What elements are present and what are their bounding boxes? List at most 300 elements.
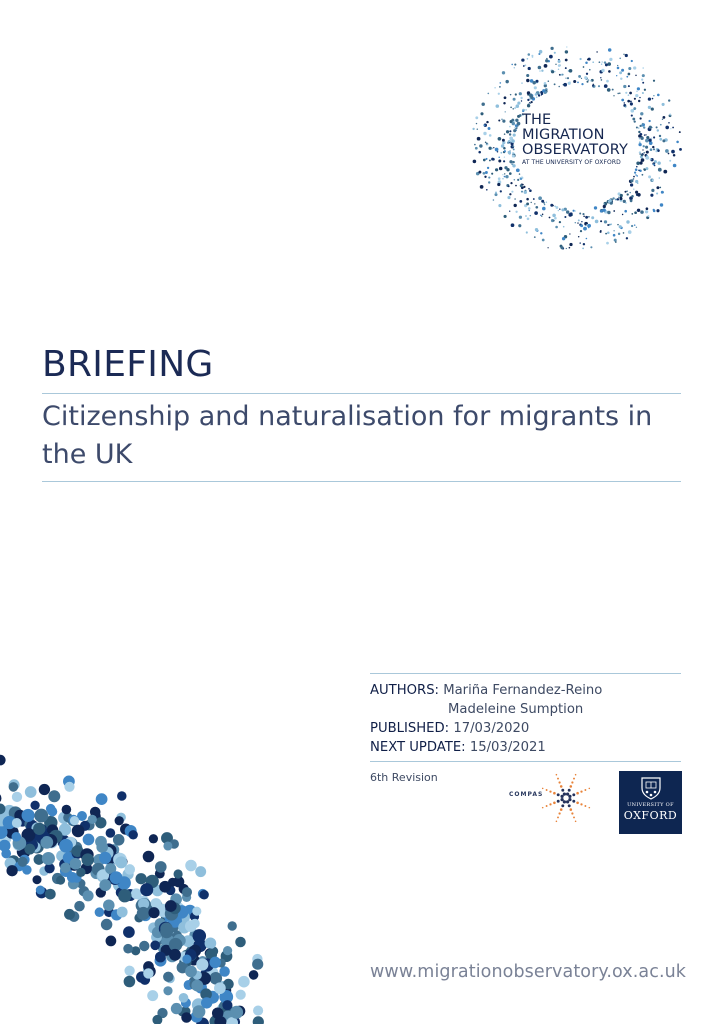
logo-dot [519, 173, 520, 174]
compas-dot [580, 803, 582, 805]
logo-dot [565, 67, 567, 69]
logo-dot [487, 167, 489, 169]
logo-dot [644, 134, 645, 135]
logo-dot [585, 216, 588, 219]
compas-dot [570, 785, 573, 788]
logo-dot [662, 119, 663, 120]
logo-dot [631, 225, 633, 227]
logo-dot [634, 98, 636, 100]
logo-dot [656, 126, 658, 128]
logo-dot [527, 99, 529, 101]
logo-dot [507, 196, 510, 199]
arc-dot [45, 889, 56, 900]
arc-dot [103, 899, 115, 911]
logo-dot [504, 96, 507, 99]
arc-dot [59, 839, 73, 853]
logo-dot [623, 232, 625, 234]
compas-dot [542, 807, 544, 809]
logo-dot [669, 114, 671, 116]
compas-dot [573, 816, 575, 818]
compas-dot [576, 792, 579, 795]
logo-dot [579, 213, 581, 215]
logo-dot [659, 138, 662, 141]
compas-dot [560, 795, 563, 798]
logo-dot [620, 77, 622, 79]
arc-dot [174, 869, 183, 878]
logo-dot [504, 150, 506, 152]
logo-dot [485, 171, 488, 174]
logo-dot [516, 168, 520, 172]
logo-dot [477, 137, 481, 141]
logo-dot [515, 93, 517, 95]
arc-dot [160, 922, 172, 934]
logo-dot [627, 193, 629, 195]
logo-dot [603, 205, 606, 208]
logo-dot [509, 172, 512, 175]
compas-dot [556, 774, 558, 776]
next-update-row [370, 738, 681, 757]
logo-dot [529, 210, 530, 211]
logo-dot [607, 232, 610, 235]
logo-dot [632, 118, 635, 121]
logo-dot [620, 194, 623, 197]
logo-dot [638, 143, 641, 146]
next-update-label: NEXT UPDATE: [370, 740, 466, 755]
logo-dot [624, 210, 627, 213]
logo-dot [502, 174, 503, 175]
logo-dot [647, 215, 649, 217]
logo-wordmark [522, 113, 628, 166]
logo-dot [629, 92, 632, 95]
arc-dot [83, 834, 95, 846]
logo-line-migration: MIGRATION [522, 126, 605, 143]
logo-dot [486, 121, 488, 123]
logo-dot [517, 102, 520, 105]
logo-dot [535, 93, 538, 96]
arc-dot [185, 920, 197, 932]
logo-dot [509, 193, 511, 195]
logo-dot [586, 81, 588, 83]
logo-dot [657, 161, 661, 165]
logo-dot [502, 139, 505, 142]
logo-dot [630, 102, 633, 105]
logo-dot [673, 164, 677, 168]
logo-dot [495, 168, 498, 171]
arc-dot [253, 1016, 264, 1024]
logo-dot [595, 220, 599, 224]
logo-dot [607, 211, 610, 214]
logo-dot [662, 139, 665, 142]
logo-dot [639, 117, 641, 119]
compas-dot [542, 788, 544, 790]
compas-dot [571, 781, 573, 783]
logo-dot [511, 139, 515, 143]
logo-dot [529, 102, 530, 103]
logo-dot [499, 82, 501, 84]
logo-dot [612, 197, 614, 199]
logo-dot [613, 230, 614, 231]
logo-dot [565, 59, 568, 62]
logo-dot [532, 81, 535, 84]
logo-dot [580, 230, 582, 232]
logo-dot [489, 159, 491, 161]
logo-dot [550, 47, 553, 50]
logo-dot [623, 54, 624, 55]
compas-dot [568, 798, 571, 801]
logo-dot [509, 142, 510, 143]
logo-dot [639, 138, 640, 139]
logo-dot [648, 139, 651, 142]
logo-dot [553, 220, 555, 222]
arc-dot [83, 890, 94, 901]
logo-dot [565, 77, 566, 78]
logo-dot [655, 150, 657, 152]
arc-dot [155, 861, 167, 873]
logo-dot [642, 67, 644, 69]
logo-dot [549, 217, 551, 219]
logo-dot [617, 65, 618, 66]
logo-dot [652, 98, 654, 100]
logo-dot [651, 137, 652, 138]
logo-dot [505, 80, 508, 83]
compas-dot [561, 789, 564, 792]
logo-dot [486, 189, 488, 191]
logo-dot [613, 95, 614, 96]
logo-dot [575, 222, 576, 223]
oxford-crest-icon [640, 776, 662, 800]
arc-dot [123, 944, 133, 954]
arc-dot [155, 952, 166, 963]
logo-dot [583, 227, 587, 231]
logo-dot [586, 238, 588, 240]
arc-dot [30, 801, 39, 810]
logo-dot [499, 167, 503, 171]
logo-dot [580, 224, 583, 227]
logo-dot [657, 129, 659, 131]
logo-dot [498, 156, 500, 158]
logo-dot [481, 102, 484, 105]
logo-dot [538, 66, 542, 70]
logo-dot [592, 85, 594, 87]
logo-dot [535, 206, 538, 209]
compas-dot [557, 800, 560, 803]
logo-dot [558, 69, 559, 70]
logo-dot [483, 132, 486, 135]
logo-dot [491, 173, 493, 175]
title-rule-top [42, 393, 681, 394]
arc-dot [143, 968, 153, 978]
logo-dot [578, 75, 581, 78]
logo-dot [542, 207, 546, 211]
logo-dot [617, 93, 619, 95]
logo-dot [536, 96, 538, 98]
logo-dot [544, 204, 546, 206]
logo-dot [628, 85, 630, 87]
author-1: Mariña Fernandez-Reino [443, 683, 603, 698]
arc-dot [25, 786, 37, 798]
logo-dot [585, 62, 588, 65]
logo-dot [604, 220, 607, 223]
logo-dot [558, 210, 559, 211]
logo-dot [626, 190, 628, 192]
arc-dot [99, 879, 111, 891]
arc-dot [249, 970, 259, 980]
logo-dot [502, 178, 503, 179]
logo-dot [645, 210, 648, 213]
logo-dot [503, 147, 506, 150]
arc-dot [148, 907, 159, 918]
logo-dot [631, 60, 633, 62]
compas-dot [557, 793, 560, 796]
logo-dot [631, 115, 633, 117]
logo-dot [646, 151, 649, 154]
logo-dot [568, 82, 571, 85]
arc-dot [149, 834, 158, 843]
logo-dot [640, 112, 643, 115]
arc-dot [179, 993, 189, 1003]
logo-dot [636, 227, 637, 228]
logo-dot [562, 237, 565, 240]
logo-dot [600, 220, 602, 222]
logo-dot [606, 80, 609, 83]
arc-dot [140, 883, 153, 896]
logo-dot [525, 64, 527, 66]
compas-dot [571, 812, 573, 814]
arc-dot [147, 990, 158, 1001]
logo-dot [496, 104, 500, 108]
logo-dot [478, 151, 481, 154]
logo-dot [552, 205, 554, 207]
logo-dot [635, 191, 638, 194]
logo-dot [528, 188, 530, 190]
logo-dot [520, 178, 522, 180]
logo-dot [623, 85, 626, 88]
logo-dot [512, 164, 515, 167]
logo-dot [488, 127, 491, 130]
arc-dot [88, 815, 97, 824]
logo-dot [620, 197, 623, 200]
logo-dot [605, 63, 608, 66]
oxford-logo-bottom: OXFORD [623, 809, 678, 822]
logo-dot [538, 196, 542, 200]
logo-dot [527, 104, 530, 107]
logo-dot [479, 144, 482, 147]
logo-dot [619, 92, 620, 93]
arc-dot [64, 909, 75, 920]
arc-dot [70, 858, 82, 870]
arc-dot [165, 900, 177, 912]
compas-dot [570, 808, 573, 811]
revision-label: 6th Revision [370, 771, 438, 784]
logo-dot [514, 198, 516, 200]
logo-dot [508, 151, 511, 154]
logo-dot [542, 214, 544, 216]
logo-dot [530, 101, 532, 103]
logo-dot [645, 134, 646, 135]
logo-dot [560, 246, 563, 249]
logo-dot [658, 168, 662, 172]
logo-dot [512, 108, 513, 109]
logo-dot [638, 100, 640, 102]
logo-dot [648, 106, 651, 109]
logo-dot [582, 247, 584, 249]
logo-dot [526, 198, 529, 201]
logo-dot [659, 135, 661, 137]
logo-dot [633, 188, 634, 189]
logo-dot [573, 80, 576, 83]
compas-logo-icon [508, 770, 612, 834]
meta-rule-top [370, 673, 681, 674]
logo-dot [638, 127, 640, 129]
logo-dot [509, 211, 510, 212]
logo-dot [500, 190, 502, 192]
logo-dot [583, 216, 585, 218]
arc-dot [219, 966, 229, 976]
logo-dot [587, 224, 591, 228]
logo-dot [637, 87, 640, 90]
logo-dot [507, 142, 509, 144]
arc-dot [12, 832, 22, 842]
logo-dot [509, 130, 511, 132]
arc-dot [60, 863, 71, 874]
logo-dot [649, 141, 653, 145]
arc-dot [199, 890, 209, 900]
logo-dot [563, 83, 567, 87]
logo-dot [636, 175, 638, 177]
arc-dot [209, 957, 221, 969]
logo-dot [642, 92, 644, 94]
logo-dot [605, 233, 607, 235]
compas-dot [549, 790, 551, 792]
logo-dot [518, 224, 521, 227]
arc-dot [12, 792, 22, 802]
logo-dot [671, 150, 675, 154]
logo-dot [544, 82, 547, 85]
logo-dot [613, 210, 615, 212]
logo-dot [609, 199, 612, 202]
logo-dot [627, 100, 630, 103]
authors-row-2 [370, 700, 681, 719]
logo-dot [549, 55, 553, 59]
logo-dot [630, 100, 632, 102]
logo-dot [517, 122, 521, 126]
logo-dot [511, 191, 513, 193]
compas-dot [563, 792, 566, 795]
logo-dot [573, 210, 575, 212]
logo-dot [502, 71, 505, 74]
logo-dot [628, 94, 630, 96]
published-date: 17/03/2020 [453, 721, 530, 736]
logo-dot [626, 220, 629, 223]
logo-dot [581, 78, 582, 79]
logo-dot [567, 77, 569, 79]
compas-dot [560, 785, 563, 788]
arc-dot [238, 976, 250, 988]
logo-dot [679, 148, 682, 151]
logo-dot [636, 126, 638, 128]
logo-dot [533, 198, 535, 200]
logo-dot [584, 76, 587, 79]
compas-dot [566, 800, 569, 803]
logo-dot [640, 137, 643, 140]
compas-dot [580, 790, 582, 792]
logo-dot [564, 216, 566, 218]
arc-dot [182, 955, 191, 964]
logo-dot [639, 125, 641, 127]
logo-dot [555, 206, 558, 209]
logo-dot [545, 59, 548, 62]
logo-dot [515, 119, 518, 122]
arc-dot [191, 980, 203, 992]
logo-dot [659, 177, 661, 179]
compas-dot [566, 792, 569, 795]
logo-dot [630, 179, 633, 182]
logo-dot [485, 158, 487, 160]
arc-dot [82, 853, 95, 866]
logo-dot [650, 148, 653, 151]
logo-dot [634, 224, 636, 226]
logo-dot [601, 79, 603, 81]
author-2: Madeleine Sumption [448, 702, 584, 717]
logo-dot [634, 172, 636, 174]
logo-dot [542, 89, 545, 92]
logo-dot [661, 191, 664, 194]
logo-dot [559, 208, 561, 210]
logo-dot [493, 147, 494, 148]
arc-dot [253, 1006, 263, 1016]
logo-dot [638, 131, 640, 133]
logo-dot [634, 211, 637, 214]
arc-dot [150, 940, 160, 950]
arc-dot [115, 856, 127, 868]
logo-dot [653, 80, 655, 82]
website-url[interactable]: www.migrationobservatory.ox.ac.uk [370, 962, 687, 982]
logo-dot [489, 134, 492, 137]
arc-dot [113, 834, 125, 846]
logo-dot [504, 133, 506, 135]
logo-dot [526, 231, 528, 233]
logo-dot [534, 236, 536, 238]
logo-dot [514, 179, 516, 181]
arc-dot [34, 809, 48, 823]
logo-dot [568, 213, 572, 217]
compas-dot [560, 808, 563, 811]
arc-dot [99, 852, 111, 864]
logo-dot [512, 154, 515, 157]
compas-logo-label: COMPAS [509, 791, 544, 798]
arc-dot [169, 949, 181, 961]
logo-dot [569, 233, 570, 234]
logo-dot [558, 64, 561, 67]
logo-dot [515, 185, 517, 187]
logo-line-observatory: OBSERVATORY [522, 141, 628, 158]
logo-dot [504, 176, 506, 178]
logo-dot [630, 183, 633, 186]
logo-dot [523, 65, 525, 67]
logo-dot [484, 124, 486, 126]
logo-dot [514, 67, 515, 68]
arc-dot [212, 1007, 224, 1019]
logo-dot [511, 223, 515, 227]
logo-dot [648, 120, 650, 122]
arc-dot [131, 888, 142, 899]
logo-dot [636, 91, 638, 93]
logo-dot [673, 154, 676, 157]
logo-dot [495, 192, 497, 194]
arc-dot [106, 936, 117, 947]
logo-dot [633, 66, 636, 69]
logo-dot [628, 230, 632, 234]
